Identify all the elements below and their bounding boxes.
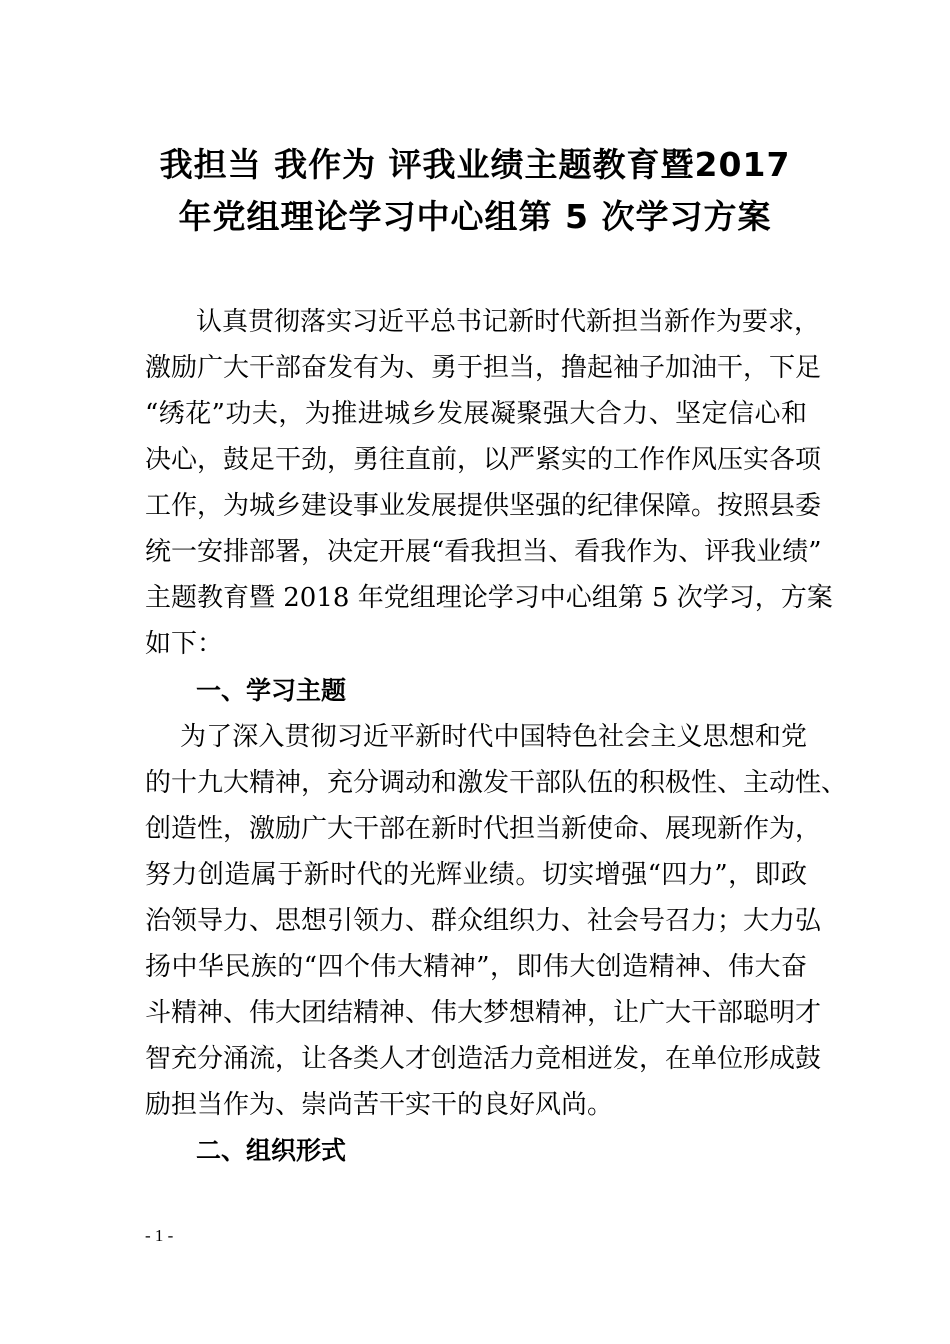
study-theme-paragraph-line: 治领导力、思想引领力、群众组织力、社会号召力；大力弘 <box>145 906 822 936</box>
study-theme-paragraph-line: 扬中华民族的“四个伟大精神”，即伟大创造精神、伟大奋 <box>145 952 807 982</box>
study-theme-paragraph-line: 的十九大精神，充分调动和激发干部队伍的积极性、主动性、 <box>145 768 848 798</box>
study-theme-paragraph-line: 智充分涌流，让各类人才创造活力竞相迸发，在单位形成鼓 <box>145 1044 822 1074</box>
page-number: - 1 - <box>145 1226 174 1245</box>
study-theme-paragraph-line: 斗精神、伟大团结精神、伟大梦想精神，让广大干部聪明才 <box>145 998 822 1028</box>
document-title-line-2: 年党组理论学习中心组第 5 次学习方案 <box>178 197 772 236</box>
document-title-line-1: 我担当 我作为 评我业绩主题教育暨2017 <box>159 145 791 184</box>
intro-paragraph-line: 统一安排部署，决定开展“看我担当、看我作为、评我业绩” <box>145 537 822 567</box>
intro-paragraph-line: 主题教育暨 2018 年党组理论学习中心组第 5 次学习，方案 <box>145 583 833 613</box>
study-theme-paragraph-line: 为了深入贯彻习近平新时代中国特色社会主义思想和党 <box>180 722 807 752</box>
intro-paragraph-line: 决心，鼓足干劲，勇往直前，以严紧实的工作作风压实各项 <box>145 445 822 475</box>
intro-paragraph-line: 认真贯彻落实习近平总书记新时代新担当新作为要求， <box>196 307 821 337</box>
section-heading-organization-form: 二、组织形式 <box>196 1136 347 1165</box>
study-theme-paragraph-line: 创造性，激励广大干部在新时代担当新使命、展现新作为， <box>145 814 822 844</box>
section-heading-study-theme: 一、学习主题 <box>196 676 347 705</box>
study-theme-paragraph-line: 努力创造属于新时代的光辉业绩。切实增强“四力”，即政 <box>145 860 807 890</box>
intro-paragraph-line: 工作，为城乡建设事业发展提供坚强的纪律保障。按照县委 <box>145 491 822 521</box>
study-theme-paragraph-line: 励担当作为、崇尚苦干实干的良好风尚。 <box>145 1090 614 1120</box>
intro-paragraph-line: 如下： <box>145 629 224 659</box>
intro-paragraph-line: “绣花”功夫，为推进城乡发展凝聚强大合力、坚定信心和 <box>145 399 807 429</box>
intro-paragraph-line: 激励广大干部奋发有为、勇于担当，撸起袖子加油干，下足 <box>145 353 822 383</box>
